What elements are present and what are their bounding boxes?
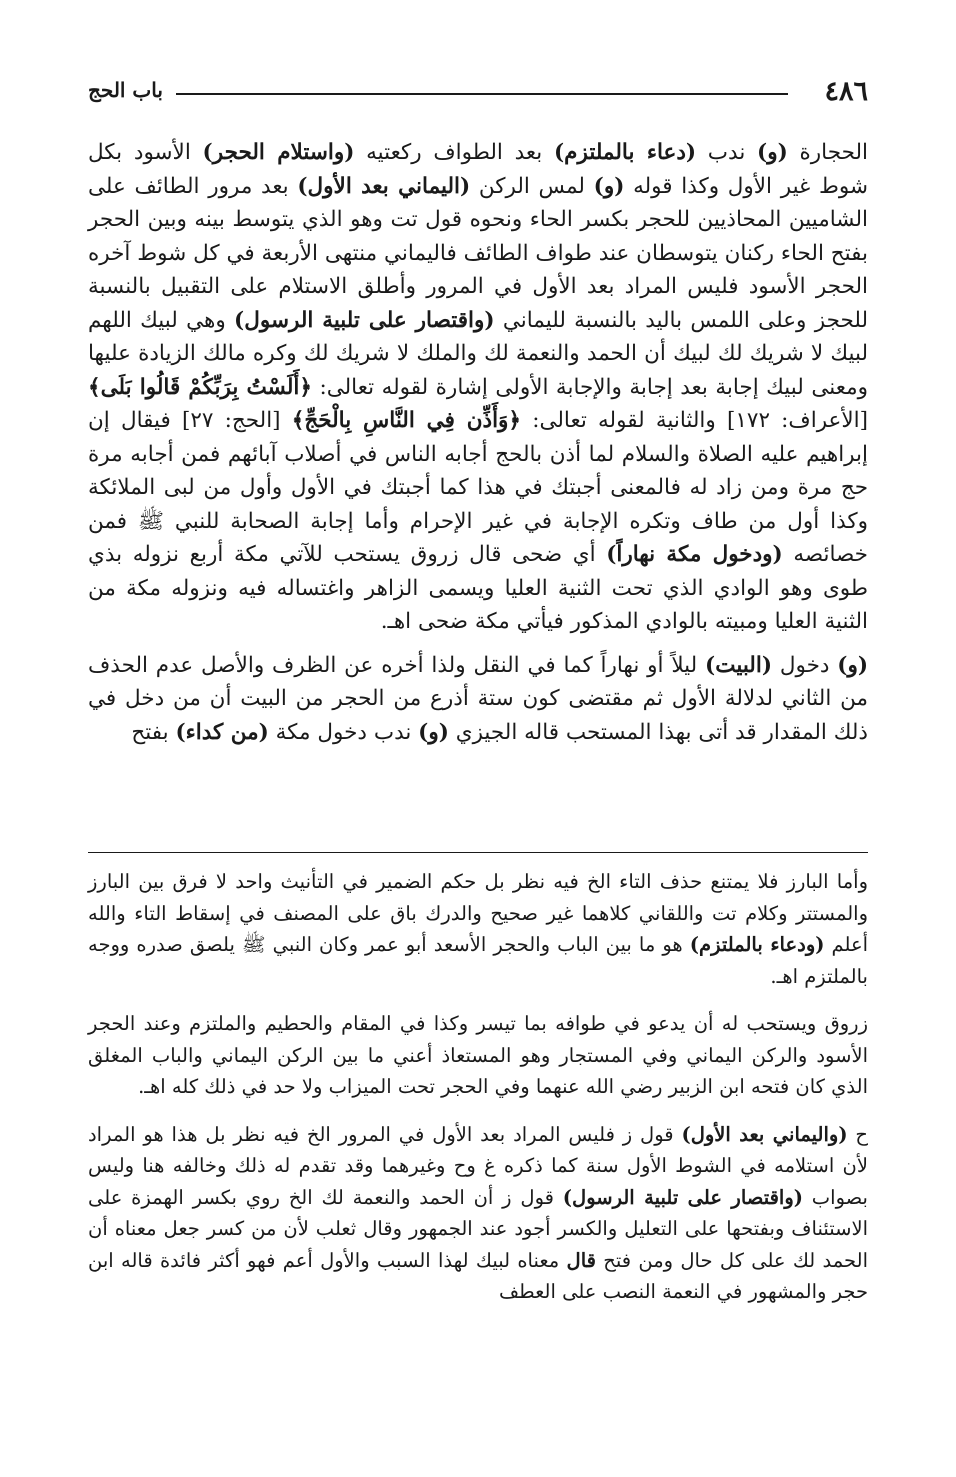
footnote-1: وأما البارز فلا يمتنع حذف التاء الخ فيه نظر بل حكم الضمير في التأنيث واحد لا فرق بين البارز والمستتر وكلام تت واللقاني كلاهما غير صحيح والدرك باق على المصنف في إسقاط التاء والله أعلم (ودعاء بالملتزم) هو ما بين الباب والحجر الأسعد أبو عمر وكان النبي ﷺ يلصق صدره ووجه بالملتزم اهـ. — [88, 870, 869, 988]
footnote-2: زروق ويستحب له أن يدعو في طوافه بما تيسر وكذا في المقام والحطيم والملتزم وعند الحجر الأسود والركن اليماني وفي المستجار وهو المستعاذ أعني ما بين الركن اليماني والباب المغلق الذي كان فتحه ابن الزبير رضي الله عنهما وفي الحجر تحت الميزاب ولا حد في ذلك كله اهـ. — [88, 1012, 868, 1098]
page-header — [88, 72, 868, 112]
header-rule — [176, 93, 788, 95]
footnote-3: ح (واليماني بعد الأول) قول ز فليس المراد بعد الأول في المرور الخ فيه نظر بل هذا هو المراد لأن استلامه في الشوط الأول سنة كما ذكره غ وح وغيرهما وقد تقدم له ذلك وخالفه هنا وليس بصواب (واقتصار على تلبية الرسول) قول ز أن الحمد والنعمة لك الخ روي بكسر الهمزة على الاستئناف وبفتحها على التعليل والكسر أجود عند الجمهور وقال ثعلب لأن من كسر جعل معناه أن الحمد لك على كل حال ومن فتح قال معناه لبيك لهذا السبب والأول أعم فهو أكثر فائدة قاله ابن حجر والمشهور في النعمة النصب على العطف — [88, 1122, 868, 1303]
quran-verse: ﴿أَلَسْتُ بِرَبِّكُمْ قَالُوا بَلَى﴾ — [88, 374, 312, 400]
footnote-separator — [88, 852, 868, 853]
main-paragraph-2: (و) دخول (البيت) ليلاً أو نهاراً كما في النقل ولذا أخره عن الظرف والأصل عدم الحذف من الثاني لدلالة الأول ثم مقتضى كون ستة أذرع من الحجر من البيت أن من دخل في ذلك المقدار قد أتى بهذا المستحب قاله الجيزي (و) ندب دخول مكة (من كداء) بفتح — [88, 652, 869, 745]
quran-verse: ﴿وَأَذِّن فِي النَّاسِ بِالْحَجِّ﴾ — [291, 408, 522, 433]
chapter-title: باب الحج — [88, 78, 163, 102]
main-text — [88, 136, 868, 749]
footnotes — [88, 866, 868, 1324]
page-number: ٤٨٦ — [824, 76, 868, 107]
main-paragraph-1: الحجارة (و) ندب (دعاء بالملتزم) بعد الطواف ركعتيه (واستلام الحجر) الأسود بكل شوط غير الأول وكذا قوله (و) لمس الركن (اليماني بعد الأول) بعد مرور الطائف على الشاميين المحاذيين للحجر بكسر الحاء ونحوه قول تت وهو الذي يتوسط بينه وبين الحجر بفتح الحاء ركنان يتوسطان عند طواف الطائف فاليماني منتهى الأربعة في كل شوط آخره الحجر الأسود فليس المراد بعد الأول في المرور وأطلق الاستلام على التقبيل بالنسبة للحجز وعلى اللمس باليد بالنسبة لليماني (واقتصار على تلبية الرسول) وهي لبيك اللهم لبيك لا شريك لك لبيك أن الحمد والنعمة لك والملك لا شريك لك وكره مالك الزيادة عليها ومعنى لبيك إجابة بعد إجابة والإجابة الأولى إشارة لقوله تعالى: ﴿أَلَسْتُ بِرَبِّكُمْ قَالُوا بَلَى﴾ [الأعراف: ١٧٢] والثانية لقوله تعالى: ﴿وَأَذِّن فِي النَّاسِ بِالْحَجِّ﴾ [الحج: ٢٧] فيقال إن إبراهيم عليه الصلاة والسلام لما أذن بالحج أجابه الناس في أصلاب آبائهم فمن أجابه مرة حج مرة ومن زاد له فالمعنى أجبتك في هذا كما أجبتك في الأول وأول من لبى الملائكة وكذا أول من طاف وتكره الإجابة في غير الإحرام وأما إجابة الصحابة للنبي ﷺ فمن خصائصه (ودخول مكة نهاراً) أي ضحى قال زروق يستحب للآتي مكة أربع نزوله بذي طوى وهو الوادي الذي تحت الثنية العليا ويسمى الزاهر واغتساله فيه ونزوله مكة من الثنية العليا ومبيته بالوادي المذكور فيأتي مكة ضحى اهـ. — [88, 140, 869, 634]
